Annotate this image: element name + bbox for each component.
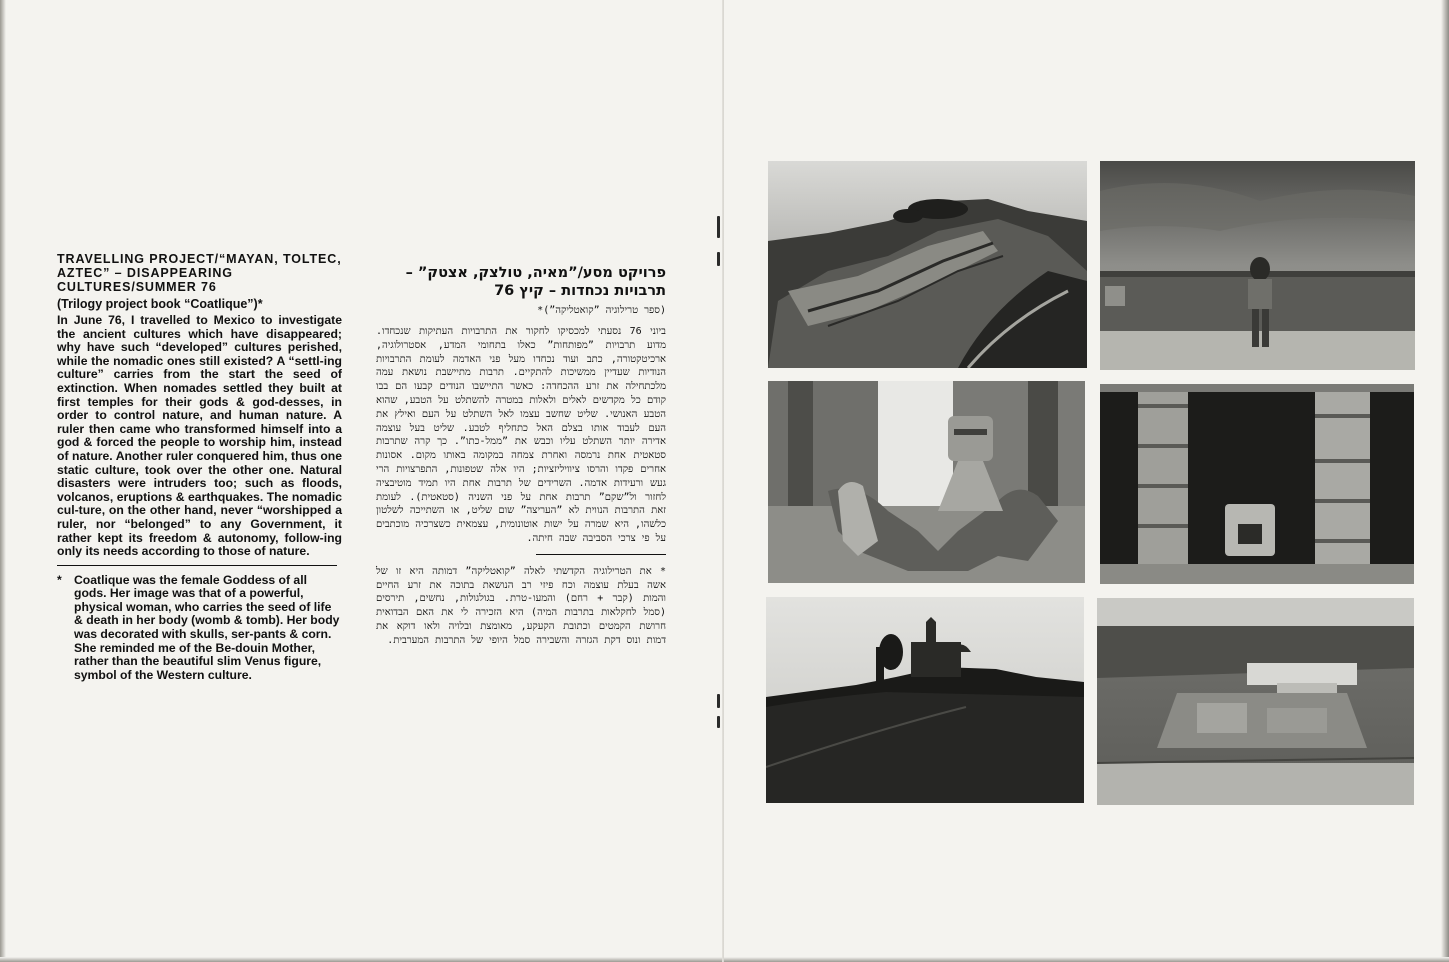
staple-2 [717, 252, 720, 266]
page-edge-left [0, 0, 6, 962]
staple-1 [717, 216, 720, 238]
english-footnote [57, 574, 342, 683]
photo-ruins-terraces [768, 161, 1087, 368]
staple-4 [717, 716, 720, 728]
photo-doorway-throne [1100, 384, 1414, 584]
photo-woman-plain [1100, 161, 1415, 370]
english-footnote-text: Coatlique was the female Goddess of all gods. Her image was that of a powerful, physical woman, who carries the seed of life & death in her body (womb & tomb). Her body was decorated with skulls, ser-pants & corn. She reminded me of the Be-douin Mother, rather than the beautiful slim Venus figure, symbol of the Western culture. [74, 572, 340, 682]
hebrew-subtitle: (ספר טרילוגיה ”קואטליקה”)* [537, 305, 666, 316]
english-body: In June 76, I travelled to Mexico to investigate the ancient cultures which have disappeared; why have such “developed” cultures perished, while the nomadic ones still existed? A “settl-ing culture” carries from the start the seed of extinction. When nomades settled they built at first temples for their gods & god-desses, in order to control nature, and human nature. A ruler then came who transformed himself into a god & forced the people to worship him, instead of nature. Another ruler conquered him, thus one static culture, took over the other one. Natural disasters were intruders too; such as floods, volcanos, eruptions & earthquakes. The nomadic cul-ture, on the other hand, never “worshipped a ruler, nor “belonged” to any Government, it rather kept its freedom & autonomy, follow-ing only its needs according to those of nature. [57, 313, 342, 559]
english-column [57, 252, 342, 682]
page-edge-bottom [0, 957, 1449, 962]
english-title: TRAVELLING PROJECT/“MAYAN, TOLTEC, AZTEC” – DISAPPEARING CULTURES/SUMMER 76 [57, 252, 342, 294]
hebrew-body: ביוני 76 נסעתי למכסיקו לחקור את התרבויות העתיקות שנכחדו. מדוע תרבויות ”מפותחות” כאלו בתחומי המדע, אסטרולוגיה, ארכיטקטורה, כתב ועוד נכחדו מעל פני האדמה לעומת התרבויות הנודיות שעדיין ממשיכות להתקיים. תרבות מתיישבת נושאת עמה מלכתחילה את זרע ההכחדה: כאשר התיישבו הנודים קבעו הם בבו קודם כל מקדשים לאלים ולאלות במטרה להשתלט על הטבע, שהוא הטבע האנושי. שליט שחשב עצמו לאל השתלט על העם ואילץ את העם לעבוד אותו בצלם האל כתחליף לטבע. שליט בעל עוצמה אדירה יותר השתלט עליו וכבש את ”ממל-כתו”. כך קרה שתרבות סטאטית אחת נרמסה ואחרת צמחה במקומה באותו מקום. אסונות אחרים פקדו והרסו ציוויליזציות; היו אלה שטפונות, התפרצויות הרי געש ורעידות אדמה. השרידים של תרבות אחת היו תמיד מוטיבציה לחזור ול”שקם” תרבות אחת על פני השניה (סטאטית). לעומת זאת התרבות הנווית לא ”העריצה” שום שליט, או השתייכה לשלטון כלשהו, היא שמרה על ישות אוטונומית, עצמאית כשצרכיה מוכתבים על פי צרכי הסביבה שבה חיתה. [376, 326, 666, 544]
hebrew-column [376, 264, 666, 648]
staple-3 [717, 694, 720, 708]
english-subtitle: (Trilogy project book “Coatlique”)* [57, 297, 263, 311]
book-gutter [722, 0, 724, 962]
footnote-mark: * [57, 572, 62, 587]
photo-chacmool [768, 381, 1085, 583]
photo-excavation-site [1097, 598, 1414, 805]
photo-church-hill [766, 597, 1084, 803]
hebrew-divider [536, 554, 666, 555]
page-edge-right [1441, 0, 1449, 962]
hebrew-footnote: * את הטרילוגיה הקדשתי לאלה ”קואטליקה” דמותה היא זו של אשה בעלת עוצמה וכח פיזי רב הנושאת בתוכה את זרע החיים והמות (קבר + רחם) והמעו-טרת. בגולגולות, נחשים, תירסים (סמל לחקלאות בתרבות המיה) היא הזכירה לי את האם הבדואית חרושת הקמטים וכתובת הקעקע, מאומצת ובלויה ולאו דוקא את דמות ונוס דקת הגזרה והשבירה סמל היופי של התרבות המערבית. [376, 565, 666, 646]
hebrew-title: פרויקט מסע/”מאיה, טולצק, אצטק” – תרבויות נכחדות – קיץ 76 [405, 265, 666, 299]
english-divider [57, 565, 337, 566]
